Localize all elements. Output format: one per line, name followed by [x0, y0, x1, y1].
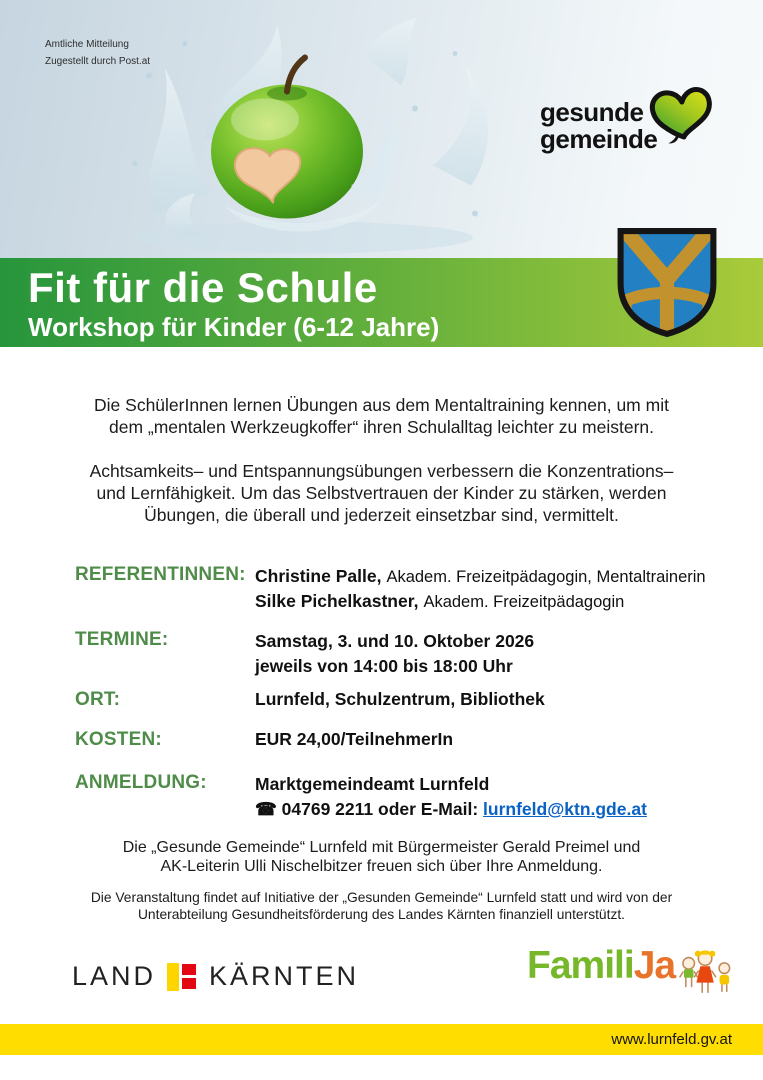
ort-value: Lurnfeld, Schulzentrum, Bibliothek: [255, 689, 545, 709]
page-subtitle: Workshop für Kinder (6-12 Jahre): [28, 312, 440, 342]
kosten-label: KOSTEN:: [75, 729, 162, 750]
children-icon: [679, 946, 735, 998]
gesunde-gemeinde-wordmark: [540, 99, 657, 153]
referent-1-name: Christine Palle,: [255, 566, 382, 586]
land-word: LAND: [72, 961, 157, 991]
closing-p1-line2: AK-Leiterin Ulli Nischelbitzer freuen sich über Ihre Anmeldung.: [160, 857, 603, 875]
termine-line1: Samstag, 3. und 10. Oktober 2026: [255, 631, 535, 651]
postal-note-line2: Zugestellt durch Post.at: [45, 55, 151, 67]
heart-icon: [646, 85, 720, 145]
brand-line2: gemeinde: [540, 124, 658, 154]
closing-p1-line1: Die „Gesunde Gemeinde“ Lurnfeld mit Bürgermeister Gerald Preimel und: [122, 839, 641, 856]
closing-p2-line1: Die Veranstaltung findet auf Initiative der „Gesunden Gemeinde“ Lurnfeld statt und wird von der: [90, 890, 673, 905]
intro-p2-line3: Übungen, die überall und jederzeit einsetzbar sind, vermittelt.: [144, 505, 619, 525]
postal-note: [45, 37, 150, 70]
closing-p2-line2: Unterabteilung Gesundheitsförderung des Landes Kärnten finanziell unterstützt.: [137, 907, 626, 922]
page-title: Fit für die Schule: [28, 264, 378, 311]
kaernten-word: KÄRNTEN: [209, 961, 360, 991]
intro-p1-line1: Die SchülerInnen lernen Übungen aus dem Mentaltraining kennen, um mit: [94, 395, 669, 415]
familija-wordmark: [527, 944, 675, 988]
referent-2: [255, 589, 706, 614]
intro-paragraph-1: [0, 394, 763, 438]
referentinnen-value: [255, 564, 706, 614]
closing-paragraph-1: [0, 839, 763, 876]
familija-green-text: Famili: [527, 944, 634, 987]
intro-p1-line2: dem „mentalen Werkzeugkoffer“ ihren Schulalltag leichter zu meistern.: [108, 417, 655, 437]
website-url: www.lurnfeld.gv.at: [611, 1031, 732, 1048]
anmeldung-line2: [255, 797, 647, 822]
land-kaernten-logo: [72, 961, 359, 992]
postal-note-line1: Amtliche Mitteilung: [45, 39, 129, 50]
gesunde-gemeinde-logo: [540, 99, 657, 153]
intro-p2-line2: und Lernfähigkeit. Um das Selbstvertrauen der Kinder zu stärken, werden: [96, 483, 667, 503]
familija-logo: [527, 944, 735, 998]
familija-orange-text: Ja: [633, 944, 676, 987]
brand-line1: gesunde: [540, 97, 644, 127]
land-kaernten-mark-icon: [167, 963, 198, 991]
termine-line2: jeweils von 14:00 bis 18:00 Uhr: [255, 656, 513, 676]
anmeldung-label: ANMELDUNG:: [75, 772, 207, 793]
red-square-icon: [182, 978, 196, 989]
yellow-bar-icon: [167, 963, 179, 991]
referent-2-name: Silke Pichelkastner,: [255, 591, 419, 611]
kosten-value: EUR 24,00/TeilnehmerIn: [255, 729, 454, 749]
referent-1-desc: Akadem. Freizeitpädagogin, Mentaltrainerin: [386, 568, 706, 586]
closing-paragraph-2: [0, 889, 763, 923]
termine-label: TERMINE:: [75, 629, 169, 650]
footer-bar: [0, 1024, 763, 1055]
lurnfeld-crest-icon: [612, 226, 722, 338]
phone-text: ☎ 04769 2211 oder E-Mail:: [255, 799, 484, 819]
intro-paragraph-2: [0, 460, 763, 526]
email-link[interactable]: lurnfeld@ktn.gde.at: [483, 799, 647, 819]
referent-1: [255, 564, 706, 589]
apple-splash-image: [115, 12, 510, 258]
anmeldung-line1: Marktgemeindeamt Lurnfeld: [255, 774, 490, 794]
intro-p2-line1: Achtsamkeits– und Entspannungsübungen verbessern die Konzentrations–: [89, 461, 674, 481]
ort-label: ORT:: [75, 689, 121, 710]
anmeldung-value: [255, 772, 647, 822]
hero-section: [0, 0, 763, 258]
referentinnen-label: REFERENTINNEN:: [75, 564, 246, 585]
referent-2-desc: Akadem. Freizeitpädagogin: [423, 593, 625, 611]
termine-value: [255, 629, 534, 679]
red-square-icon: [182, 964, 196, 975]
